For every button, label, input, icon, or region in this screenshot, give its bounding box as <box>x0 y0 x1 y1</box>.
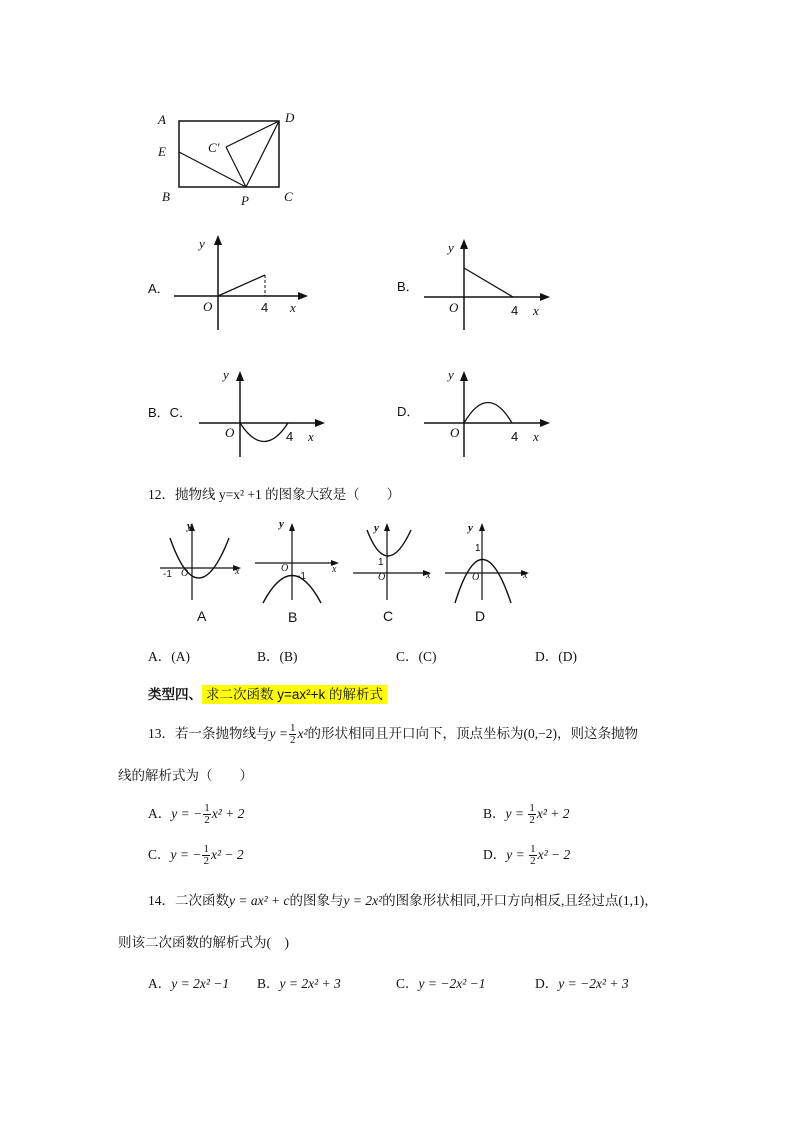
q11-graph-b <box>420 230 570 340</box>
q13-opt-c-post: x² − 2 <box>210 847 244 862</box>
q13-opt-d-label: D． <box>483 847 507 862</box>
q12-d-o: O <box>472 572 480 583</box>
q14-option-b[interactable] <box>257 972 341 992</box>
q13-opt-b-label: B． <box>483 806 506 821</box>
q11-b-tick: 4 <box>511 303 519 318</box>
q11-d-x-label: x <box>533 429 539 444</box>
q12-c-letter: C <box>383 608 394 624</box>
q11-a-tick: 4 <box>261 300 269 315</box>
q13-line-2: 线的解析式为（ ） <box>118 768 253 783</box>
q12-graphs <box>155 518 545 628</box>
q13-opt-a-label: A． <box>148 806 172 821</box>
q13-opt-b-frac <box>528 803 536 826</box>
q11-b-y-label: y <box>448 240 454 255</box>
q13-option-d[interactable] <box>483 843 570 867</box>
point-label-c: C <box>284 189 293 204</box>
q11-option-a-label[interactable]: A． <box>148 281 170 296</box>
q12-d-mark: 1 <box>475 543 481 554</box>
q13-opt-a-den: 2 <box>204 814 210 827</box>
q12-question: 12．抛物线 y=x² +1 的图象大致是（ ） <box>148 487 401 502</box>
q14-text-d: ， <box>644 893 658 908</box>
q13-opt-b-den: 2 <box>529 814 535 827</box>
q14-opt-b-label: B． <box>257 976 280 991</box>
q14-line-1 <box>148 889 658 909</box>
q14-option-c[interactable] <box>396 972 486 992</box>
q12-c-mark: 1 <box>378 557 384 568</box>
q14-opt-a-expr: y = 2x² −1 <box>171 976 230 991</box>
q12-a-x: x <box>235 566 240 577</box>
q13-line-1 <box>148 722 638 746</box>
q13-frac <box>289 723 297 746</box>
point-label-b: B <box>162 189 170 204</box>
q13-option-a[interactable] <box>148 802 244 826</box>
q11-c-origin: O <box>225 425 235 440</box>
q12-b-x: x <box>332 564 337 575</box>
q14-text-b: 的图象与 <box>289 893 344 908</box>
q13-opt-d-post: x² − 2 <box>537 847 571 862</box>
point-label-d: D <box>285 110 295 125</box>
q12-option-a[interactable]: A．(A) <box>148 649 190 664</box>
q13-opt-a-frac <box>203 803 211 826</box>
rectangle-figure <box>150 105 320 215</box>
q13-opt-a-pre: y = − <box>171 806 203 821</box>
q13-opt-d-pre: y = <box>506 847 529 862</box>
q11-c-y-label: y <box>223 367 229 382</box>
q13-opt-c-num: 1 <box>203 843 209 856</box>
q13-opt-c-label: C． <box>148 847 171 862</box>
q12-d-y: y <box>468 522 473 534</box>
q13-opt-b-pre: y = <box>505 806 528 821</box>
q12-b-o: O <box>281 563 289 574</box>
point-label-e: E <box>158 144 166 159</box>
q13-opt-a-post: x² + 2 <box>211 806 245 821</box>
q14-expr-2: y = 2x² <box>343 893 383 908</box>
q12-a-y: y <box>187 520 192 532</box>
q13-text-a: 13．若一条抛物线与 <box>148 726 270 741</box>
q12-c-o: O <box>378 572 386 583</box>
q12-option-d[interactable]: D．(D) <box>535 649 577 664</box>
q11-d-y-label: y <box>448 367 454 382</box>
q14-expr-1: y = ax² + c <box>229 893 290 908</box>
q11-graph-d <box>420 362 565 462</box>
q14-text-a: 14．二次函数 <box>148 893 229 908</box>
q14-opt-a-label: A． <box>148 976 172 991</box>
q14-text-c: 的图象形状相同,开口方向相反,且经过点 <box>382 893 619 908</box>
q13-opt-c-pre: y = − <box>170 847 202 862</box>
q11-option-b-label[interactable]: B． <box>397 279 419 294</box>
q14-point: (1,1) <box>618 893 645 908</box>
q13-frac-den: 2 <box>289 734 296 747</box>
q13-opt-c-frac <box>202 844 210 867</box>
q12-a-mark: -1 <box>163 569 172 580</box>
q14-opt-c-label: C． <box>396 976 419 991</box>
q12-graph-c <box>353 523 431 600</box>
q13-opt-d-frac <box>529 844 537 867</box>
q11-b-origin: O <box>449 300 459 315</box>
q13-text-c: ，则这条抛物 <box>557 726 639 741</box>
q14-opt-d-expr: y = −2x² + 3 <box>558 976 629 991</box>
q11-a-x-label: x <box>290 300 296 315</box>
point-label-a: A <box>158 112 166 127</box>
q13-opt-a-num: 1 <box>204 802 210 815</box>
q13-option-b[interactable] <box>483 802 570 826</box>
q14-option-d[interactable] <box>535 972 629 992</box>
q12-d-letter: D <box>475 608 486 624</box>
q12-graph-a <box>160 523 241 600</box>
q14-opt-c-expr: y = −2x² −1 <box>418 976 486 991</box>
q13-opt-c-den: 2 <box>203 855 209 868</box>
q13-opt-d-num: 1 <box>530 843 536 856</box>
q13-vertex: (0,−2) <box>523 726 558 741</box>
q13-opt-b-post: x² + 2 <box>536 806 570 821</box>
q11-option-c-label[interactable]: B．C． <box>148 405 193 420</box>
q11-a-origin: O <box>203 299 213 314</box>
q12-a-o: O <box>181 568 189 579</box>
q13-frac-num: 1 <box>289 722 296 735</box>
section-title-highlight: 求二次函数 y=ax²+k 的解析式 <box>202 685 387 704</box>
q12-graph-b <box>255 523 339 603</box>
q13-y: y = <box>269 726 288 741</box>
q12-a-letter: A <box>197 608 207 624</box>
q13-text-b: 的形状相同且开口向下，顶点坐标为 <box>307 726 524 741</box>
section-heading <box>148 683 387 703</box>
q11-graph-a <box>170 230 320 340</box>
q11-a-y-label: y <box>199 236 205 251</box>
q13-option-c[interactable] <box>148 843 244 867</box>
q14-line-2: 则该二次函数的解析式为( ) <box>118 935 289 950</box>
q13-opt-d-den: 2 <box>530 855 536 868</box>
q12-c-y: y <box>374 522 379 534</box>
q14-option-a[interactable] <box>148 972 229 992</box>
section-prefix: 类型四、 <box>148 687 202 702</box>
q11-d-tick: 4 <box>511 429 519 444</box>
q12-b-letter: B <box>288 609 298 625</box>
q12-b-mark: -1 <box>297 571 306 582</box>
q12-d-x: x <box>523 570 528 581</box>
q11-c-x-label: x <box>308 429 314 444</box>
q14-opt-d-label: D． <box>535 976 559 991</box>
q11-option-d-label[interactable]: D． <box>397 404 420 419</box>
point-label-c-prime: C′ <box>208 140 220 155</box>
q12-option-c[interactable]: C．(C) <box>396 649 437 664</box>
q14-opt-b-expr: y = 2x² + 3 <box>279 976 341 991</box>
q12-c-x: x <box>426 570 431 581</box>
q13-x2: x² <box>297 726 308 741</box>
q11-b-x-label: x <box>533 303 539 318</box>
q12-graph-d <box>445 523 529 603</box>
q11-graph-c <box>195 362 340 462</box>
q12-b-y: y <box>279 518 284 530</box>
q11-d-origin: O <box>450 425 460 440</box>
q12-option-b[interactable]: B．(B) <box>257 649 298 664</box>
q11-c-tick: 4 <box>286 429 294 444</box>
point-label-p: P <box>241 193 249 208</box>
q13-opt-b-num: 1 <box>529 802 535 815</box>
